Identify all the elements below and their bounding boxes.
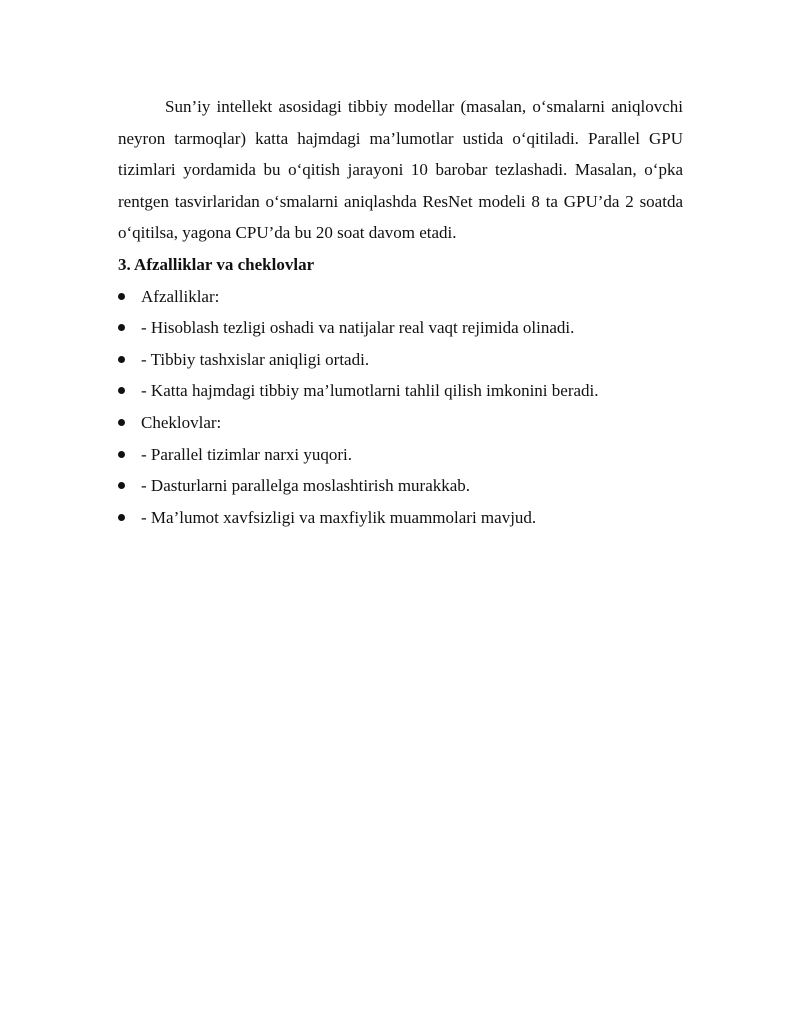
list-item [118,281,683,313]
body-paragraph: Sun’iy intellekt asosidagi tibbiy modellar (masalan, o‘smalarni aniqlovchi neyron tarmoqlar) katta hajmdagi ma’lumotlar ustida o‘qitiladi. Parallel GPU tizimlari yordamida bu o‘qitish jarayoni 10 barobar tezlashadi. Masalan, o‘pka rentgen tasvirlaridan o‘smalarni aniqlashda ResNet modeli 8 ta GPU’da 2 soatda o‘qitilsa, yagona CPU’da bu 20 soat davom etadi. [118,97,683,243]
list-item-text: - Hisoblash tezligi oshadi va natijalar real vaqt rejimida olinadi. [141,318,575,338]
list-item [118,502,683,534]
section-heading: 3. Afzalliklar va cheklovlar [118,254,315,274]
bullet-icon [118,356,125,363]
bullet-icon [118,419,125,426]
document-body [118,91,683,533]
bullet-icon [118,514,125,521]
list-item [118,407,683,439]
bullet-icon [118,387,125,394]
list-item-text: Cheklovlar: [141,412,222,432]
list-item [118,439,683,471]
list-item-text: - Ma’lumot xavfsizligi va maxfiylik muammolari mavjud. [141,507,537,527]
list-item-text: - Dasturlarni parallelga moslashtirish murakkab. [141,476,471,496]
bullet-icon [118,293,125,300]
bullet-icon [118,482,125,489]
list-item-text: - Tibbiy tashxislar aniqligi ortadi. [141,349,370,369]
list-item [118,312,683,344]
bullet-list [118,281,683,534]
bullet-icon [118,324,125,331]
list-item [118,375,683,407]
bullet-icon [118,451,125,458]
list-item-text: Afzalliklar: [141,286,220,306]
list-item-text: - Parallel tizimlar narxi yuqori. [141,444,353,464]
list-item [118,344,683,376]
list-item-text: - Katta hajmdagi tibbiy ma’lumotlarni tahlil qilish imkonini beradi. [141,381,599,401]
list-item [118,470,683,502]
